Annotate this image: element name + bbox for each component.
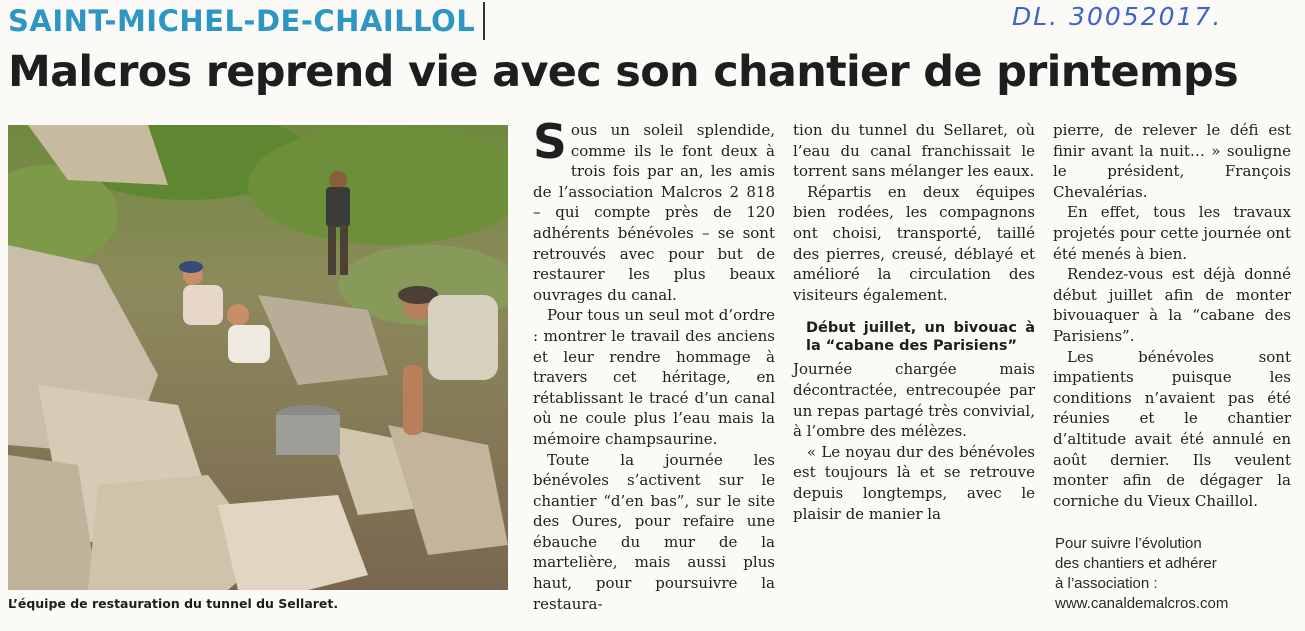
paragraph-3-start: Toute la journée les bénévoles s’activent sur le chantier “d’en bas”, sur le site des Oures, pour refaire une ébauche du mur de la martelière, mais aussi plus haut, pour poursuivre la restaura-	[533, 450, 775, 613]
paragraph-7: En effet, tous les travaux projetés pour cette journée ont été menés à bien.	[1053, 203, 1291, 263]
info-box	[1055, 534, 1295, 614]
article-column-1	[533, 115, 775, 614]
paragraph-1-text: ous un soleil splendide, comme ils le font deux à trois fois par an, les amis de l’association Malcros 2 818 – qui compte près de 120 adhérents bénévoles – se sont retrouvés avec pour but de restaurer les plus beaux ouvrages du canal.	[533, 121, 775, 304]
info-line-3: à l’association :	[1055, 575, 1158, 592]
article-subheading: Début juillet, un bivouac à la “cabane des Parisiens”	[806, 320, 1035, 355]
paragraph-2: Pour tous un seul mot d’ordre : montrer le travail des anciens et leur rendre hommage à travers cet héritage, en rétablissant le tracé d’un canal où ne coule plus l’eau mais la mémoire champsaurine.	[533, 306, 775, 448]
article-headline: Malcros reprend vie avec son chantier de printemps	[8, 47, 1239, 97]
article-column-2	[793, 120, 1035, 524]
article-column-3	[1053, 120, 1291, 511]
section-kicker: SAINT-MICHEL-DE-CHAILLOL	[8, 2, 485, 40]
website-link[interactable]: www.canaldemalcros.com	[1055, 595, 1229, 612]
paragraph-1	[533, 115, 775, 305]
drop-cap: S	[533, 115, 567, 170]
paragraph-6-start: « Le noyau dur des bénévoles est toujours là et se retrouve depuis longtemps, avec le plaisir de manier la	[793, 442, 1035, 523]
photo-illustration	[8, 125, 508, 590]
photo-caption: L’équipe de restauration du tunnel du Sellaret.	[8, 596, 339, 611]
paragraph-8: Rendez-vous est déjà donné début juillet afin de monter bivouaquer à la “cabane des Parisiens”.	[1053, 265, 1291, 345]
paragraph-4: Répartis en deux équipes bien rodées, les compagnons ont choisi, transporté, taillé des pierres, creusé, déblayé et amélioré la circulation des visiteurs également.	[793, 182, 1035, 304]
info-line-1: Pour suivre l’évolution	[1055, 535, 1202, 552]
paragraph-6-end: pierre, de relever le défi est finir avant la nuit… » souligne le président, François Chevalérias.	[1053, 121, 1291, 201]
paragraph-3-end: tion du tunnel du Sellaret, où l’eau du canal franchissait le torrent sans mélanger les eaux.	[793, 121, 1035, 181]
article-photo	[8, 125, 508, 590]
handwritten-date-stamp: DL. 30052017.	[1012, 2, 1223, 31]
info-line-2: des chantiers et adhérer	[1055, 555, 1217, 572]
paragraph-9: Les bénévoles sont impatients puisque les conditions n’avaient pas été réunies et le chantier d’altitude avait été annulé en août dernier. Ils veulent monter afin de dégager la corniche du Vieux Chaillol.	[1053, 347, 1291, 510]
paragraph-5: Journée chargée mais décontractée, entrecoupée par un repas partagé très convivial, à l’ombre des mélèzes.	[793, 360, 1035, 441]
